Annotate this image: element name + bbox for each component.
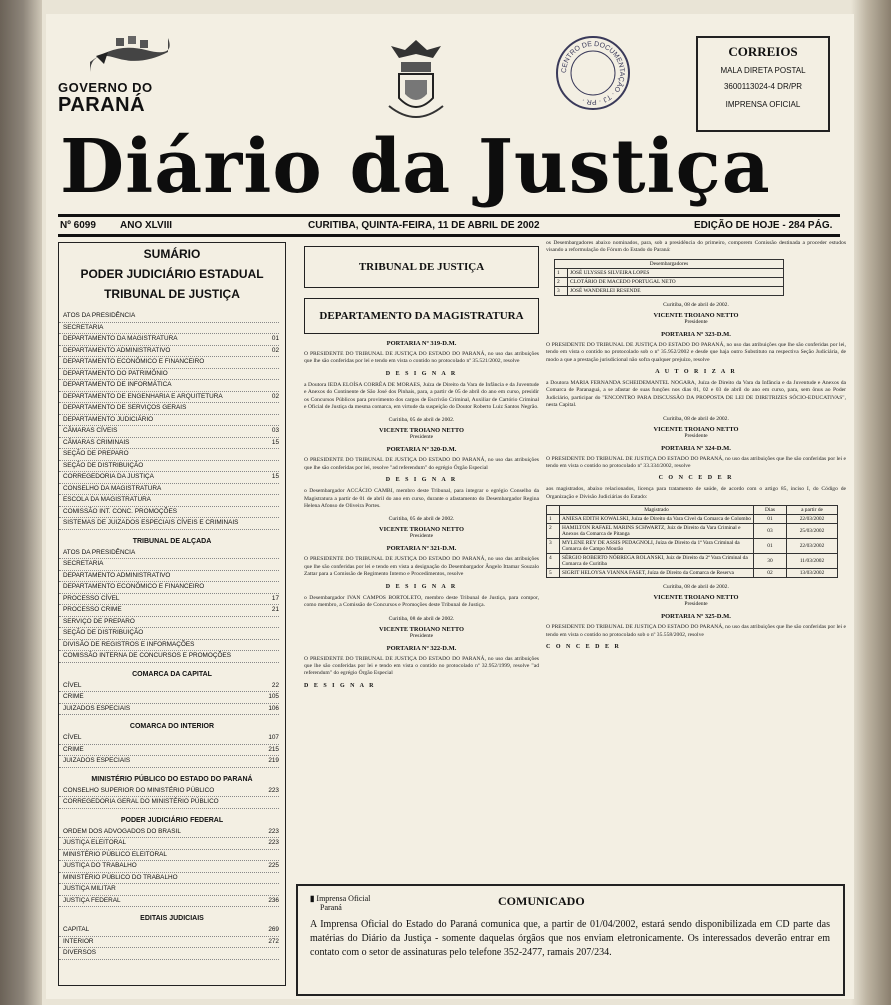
summary-item-page: 02 [271,392,279,400]
dias-cell: 03 [754,524,787,539]
data-cell: 22/03/2002 [787,515,838,524]
portaria-325-text: O PRESIDENTE DO TRIBUNAL DE JUSTIÇA DO ESTADO DO PARANÁ, no uso das atribuições que lhe são conferidas por lei e tendo em vista o contido no protocolado sob o nº 35.558/2002, resolve [546,624,846,638]
signature-name-2: VICENTE TROIANO NETTO [379,526,464,534]
summary-item [59,692,279,704]
dias-cell: 01 [754,539,787,554]
summary-item [59,415,279,427]
summary-item [59,628,279,640]
coat-of-arms-icon [381,36,451,126]
summary-item-page: 236 [268,896,279,904]
summary-item [59,392,279,404]
summary-item [59,756,279,768]
right-column [546,240,846,655]
summary-item [59,896,279,908]
summary-item-label: PROCESSO CRIME [63,606,122,613]
summary-item [59,369,279,381]
signature-role-r3: Presidente [684,601,708,608]
comunicado-body: A Imprensa Oficial do Estado do Paraná comunica que, a partir de 01/04/2002, estará sendo disponibilizada em CD parte das matérias do Diário da Justiça - somente daquelas órgãos que nos enviam eletronicamente. Os interessados deverão entrar em contato com o setor de assinaturas pelo telefone 352-2477, ramais 207/234. [310,919,830,958]
signature-role-r1: Presidente [684,318,708,325]
summary-item-label: COMISSÃO INT. CONC. PROMOÇÕES [63,507,177,515]
summary-item-label: DEPARTAMENTO DA MAGISTRATURA [63,335,178,342]
summary-item-label: CRIME [63,693,84,700]
commission-rows [555,268,784,295]
summary-item [59,827,279,839]
correios-title: CORREIOS [728,44,798,59]
summary-item-page: 219 [268,757,279,764]
summary-heading-tj: TRIBUNAL DE JUSTIÇA [104,287,240,301]
licencas-header-num [547,506,560,515]
portaria-319-body: a Doutora IEDA ELOÍSA CORRÊA DE MORAES, Juíza de Direito da Vara de Infância e da Juventude e Anexos do Continente de São José dos Pinhais, para, a partir de 05 de abril do ano em curso, presidir os Concursos Públicos para provimento dos cargos de Escrivão Criminal, Auxiliar de Cartório Criminal e Oficial de Justiça da mesma comarca, em virtude da suspeição do Doutor Roberto Luiz Santos Negrão. [304,381,539,411]
summary-item [59,594,279,606]
summary-item-label: DEPARTAMENTO ADMINISTRATIVO [63,346,171,354]
summary-item [59,582,279,594]
summary-item-label: COMISSÃO INTERNA DE CONCURSOS E PROMOÇÕES [63,652,231,659]
summary-item [59,403,279,415]
summary-item-label: SECRETARIA [63,560,104,567]
summary-item-label: SEÇÃO DE DISTRIBUIÇÃO [63,629,144,636]
row-number: 5 [547,569,560,578]
portaria-320-title: PORTARIA Nº 320-D.M. [386,446,457,454]
summary-list-federal [59,827,285,908]
table-row [555,277,784,286]
signature-name-3: VICENTE TROIANO NETTO [379,625,464,633]
summary-item [59,651,279,663]
summary-list-tj [59,311,285,530]
edition-number: Nº 6099 [60,220,96,231]
signature-name-1: VICENTE TROIANO NETTO [379,427,464,435]
summary-item-page: 269 [268,926,279,933]
comunicado-box [296,884,845,996]
summary-item [59,640,279,652]
summary-list-interior [59,733,285,768]
member-name: JOSÉ ULYSSES SILVEIRA LOPES [568,268,784,277]
conceder-heading: C O N C E D E R [658,475,734,482]
portaria-322-text: O PRESIDENTE DO TRIBUNAL DE JUSTIÇA DO ESTADO DO PARANÁ, no uso das atribuições que lhe são conferidas por lei e tendo em vista o contido no protocolado nº 32.952/1999, resolve "ad referendum" do egrégio Órgão Especial [304,655,539,677]
summary-item-label: CRIME [63,745,84,753]
portaria-321-body: o Desembargador IVAN CAMPOS BORTOLETO, membro deste Tribunal de Justiça, para compor, como membro, a Comissão de Concursos e Promoções deste Tribunal de Justiça. [304,594,539,609]
imprensa-oficial-sub: Paraná [320,903,342,912]
data-cell: 13/03/2002 [787,569,838,578]
imprensa-oficial-icon: ▮ [310,894,315,903]
summary-item-label: DEPARTAMENTO JUDICIÁRIO [63,415,154,423]
summary-item-label: CAPITAL [63,926,90,933]
summary-item [59,884,279,896]
date-r2: Curitiba, 08 de abril de 2002. [663,415,729,422]
summary-item-label: CÍVEL [63,681,82,689]
summary-item-label: CÂMARAS CÍVEIS [63,427,118,434]
summary-item [59,571,279,583]
signature-name-r3: VICENTE TROIANO NETTO [653,594,739,602]
portaria-322-title: PORTARIA Nº 322-D.M. [386,644,457,652]
page-binding-shadow [0,0,42,1005]
summary-item-label: CORREGEDORIA GERAL DO MINISTÉRIO PÚBLICO [63,798,219,805]
summary-item-label: PROCESSO CÍVEL [63,594,120,602]
summary-item [59,704,279,716]
imprensa-oficial-logo [310,894,370,912]
commission-intro: os Desembargadores abaixo nominados, para, sob a presidência do primeiro, comporem Comissão destinada a proceder estudos visando a reformulação do Fórum do Estado do Paraná: [546,240,846,254]
portaria-324-title: PORTARIA Nº 324-D.M. [661,444,731,452]
magistrado-cell: SIGRIT HELOYSA VIANNA FASET, Juíza de Direito da Comarca de Reserva [560,569,754,578]
summary-list-mp [59,786,285,809]
summary-item-label: DEPARTAMENTO DE ENGENHARIA E ARQUITETURA [63,392,223,400]
portaria-321-title: PORTARIA Nº 321-D.M. [386,545,457,553]
summary-heading-interior: COMARCA DO INTERIOR [129,723,215,730]
date-1: Curitiba, 05 de abril de 2002. [388,417,455,424]
table-row [555,286,784,295]
summary-item-page: 03 [271,427,279,434]
summary-list-capital [59,681,285,716]
page-edge [851,0,891,1005]
summary-box [58,242,286,986]
summary-item-page: 105 [268,693,279,700]
portaria-320-text: O PRESIDENTE DO TRIBUNAL DE JUSTIÇA DO ESTADO DO PARANÁ, no uso das atribuições que lhe são conferidas por lei, resolve "ad referendum" do egrégio Órgão Especial [304,457,539,471]
designar-heading: D E S I G N A R [385,370,458,377]
table-row [547,515,838,524]
commission-table-header: Desembargadores [555,259,784,268]
summary-item [59,334,279,346]
summary-item [59,346,279,358]
summary-title: SUMÁRIO [143,247,201,261]
summary-item-page: 106 [268,704,279,712]
edition-date: CURITIBA, QUINTA-FEIRA, 11 DE ABRIL DE 2002 [308,220,540,231]
summary-item-label: JUIZADOS ESPECIAIS [63,704,131,712]
magistrado-cell: SÉRGIO ROBERTO NÓBREGA ROLANSKI, Juiz de Direito da 2ª Vara Criminal da Comarca de Curitiba [560,554,754,569]
summary-item [59,948,279,960]
summary-item-label: JUSTIÇA ELEITORAL [63,839,127,846]
summary-item-label: MINISTÉRIO PÚBLICO DO TRABALHO [63,873,178,881]
summary-item-page: 223 [268,786,279,794]
masthead-title: Diário da Justiça [60,124,771,210]
date-r3: Curitiba, 08 de abril de 2002. [663,584,729,591]
table-row [547,554,838,569]
magistrado-cell: MYLENE REY DE ASSIS PEDAGNOLI, Juíza de Direito da 1ª Vara Criminal da Comarca de Campo Mourão [560,539,754,554]
summary-item-page: 223 [268,827,279,835]
designar-heading-3: D E S I G N A R [385,583,458,590]
stamp-text: CENTRO DE DOCUMENTAÇÃO · TJ · PR · [560,40,626,106]
summary-item-label: DIVERSOS [63,949,97,956]
summary-item-label: DEPARTAMENTO DO PATRIMÔNIO [63,369,168,377]
correios-line1: MALA DIRETA POSTAL [720,66,806,75]
dias-cell: 02 [754,569,787,578]
summary-item-label: SEÇÃO DE DISTRIBUIÇÃO [63,461,144,469]
row-number: 1 [555,268,568,277]
row-number: 1 [547,515,560,524]
masthead-rule-bottom [58,234,840,237]
table-row [547,539,838,554]
summary-item-label: DEPARTAMENTO ECONÔMICO E FINANCEIRO [63,358,205,365]
row-number: 3 [547,539,560,554]
summary-item-label: JUSTIÇA FEDERAL [63,896,121,904]
summary-item-label: CONSELHO DA MAGISTRATURA [63,484,162,492]
summary-item-label: JUIZADOS ESPECIAIS [63,757,131,764]
table-row [555,268,784,277]
table-row [547,524,838,539]
summary-item-label: CÂMARAS CRIMINAIS [63,438,130,446]
designar-heading-4: D E S I G N A R [304,682,376,689]
signature-role-r2: Presidente [684,432,708,439]
logo-text-governo: GOVERNO DO [58,80,153,95]
edition-year: ANO XLVIII [120,220,173,231]
middle-column [304,246,539,694]
documentation-stamp-icon [554,34,632,112]
summary-heading-federal: PODER JUDICIÁRIO FEDERAL [120,816,224,824]
licencas-header-magistrado: Magistrado [560,506,754,515]
row-number: 2 [555,277,568,286]
signature-name-r2: VICENTE TROIANO NETTO [653,425,739,433]
row-number: 3 [555,286,568,295]
date-3: Curitiba, 08 de abril de 2002. [388,615,455,622]
summary-heading-alcada: TRIBUNAL DE ALÇADA [132,537,212,545]
summary-item-page: 15 [271,438,279,446]
date-2: Curitiba, 05 de abril de 2002. [388,516,455,523]
summary-item-label: ESCOLA DA MAGISTRATURA [63,496,151,503]
summary-item [59,449,279,461]
summary-item [59,357,279,369]
summary-item-label: CONSELHO SUPERIOR DO MINISTÉRIO PÚBLICO [63,786,215,794]
summary-item-page: 107 [268,734,279,741]
summary-item [59,495,279,507]
summary-item [59,323,279,335]
summary-item-page: 215 [268,745,279,753]
summary-item [59,559,279,571]
signature-name-r1: VICENTE TROIANO NETTO [653,311,739,319]
summary-item-label: DEPARTAMENTO DE INFORMÁTICA [63,381,172,388]
summary-item-page: 272 [268,937,279,945]
summary-item [59,507,279,519]
summary-item-page: 15 [271,473,279,480]
portaria-323-body: a Doutora MARIA FERNANDA SCHEIDEMANTEL NOGARA, Juíza de Direito da Vara da Infância e da Juventude e Anexos da Comarca de Paranaguá, a se afastar de suas funções nos dias 01, 02 e 03 de abril do ano em curso, para, sem ônus ao Poder Judiciário, participar do "ENCONTRO PARA DISCUSSÃO DA PROPOSTA DE LEI DE DIRETRIZES SÓCIO-EDUCATIVAS", nesta Capital. [546,380,846,409]
summary-item-label: INTERIOR [63,937,94,945]
summary-item [59,617,279,629]
signature-role-2: Presidente [409,533,434,540]
summary-item [59,873,279,885]
magistrado-cell: HAMILTON RAFAEL MARINS SCHWARTZ, Juiz de Direito da Vara Criminal e Anexos da Comarca de Pitanga [560,524,754,539]
licencas-table [546,505,838,578]
data-cell: 22/03/2002 [787,539,838,554]
summary-item [59,861,279,873]
summary-item [59,311,279,323]
licencas-header-dias: Dias [754,506,787,515]
summary-item [59,937,279,949]
summary-item [59,484,279,496]
correios-line2: 3600113024-4 DR/PR [723,82,803,91]
summary-heading-editais: EDITAIS JUDICIAIS [140,915,204,922]
summary-item [59,797,279,809]
row-number: 4 [547,554,560,569]
dias-cell: 30 [754,554,787,569]
summary-heading-capital: COMARCA DA CAPITAL [132,670,212,678]
summary-item-label: JUSTIÇA DO TRABALHO [63,862,137,869]
summary-item-label: DEPARTAMENTO ECONÔMICO E FINANCEIRO [63,583,205,590]
summary-item-label: ATOS DA PRESIDÊNCIA [63,312,136,319]
designar-heading-2: D E S I G N A R [385,477,458,484]
summary-item [59,745,279,757]
table-row [547,569,838,578]
summary-item-label: DEPARTAMENTO DE SERVIÇOS GERAIS [63,404,187,411]
portaria-324-intro: aos magistrados, abaixo relacionados, licença para tratamento de saúde, de acordo com o artigo 85, inciso I, do Código de Organização e Divisão Judiciárias do Estado: [546,486,846,500]
summary-item-label: SEÇÃO DE PREPARO [63,450,129,457]
member-name: JOSÉ WANDERLEI RESENDE [568,286,784,295]
governo-parana-logo [58,32,178,122]
summary-item-page: 21 [271,606,279,613]
summary-item-label: JUSTIÇA MILITAR [63,885,116,892]
newspaper-page [46,14,854,999]
logo-text-parana: PARANÁ [58,94,146,116]
summary-item [59,838,279,850]
summary-item [59,380,279,392]
data-cell: 11/03/2002 [787,554,838,569]
summary-item [59,426,279,438]
summary-item-page: 22 [271,681,279,689]
masthead-rule-top [58,214,840,217]
summary-item-page: 17 [271,594,279,602]
summary-item [59,786,279,798]
summary-item-page: 225 [268,862,279,869]
row-number: 2 [547,524,560,539]
summary-item-label: CÍVEL [63,734,82,741]
summary-list-editais [59,925,285,960]
summary-heading-mp: MINISTÉRIO PÚBLICO DO ESTADO DO PARANÁ [91,775,253,783]
summary-item-label: SERVIÇO DE PREPARO [63,617,135,625]
summary-item-label: DIVISÃO DE REGISTROS E INFORMAÇÕES [63,640,195,648]
autorizar-heading: A U T O R I Z A R [655,369,737,376]
summary-item-label: CORREGEDORIA DA JUSTIÇA [63,473,154,480]
portaria-320-body: o Desembargador ACCÁCIO CAMBI, membro deste Tribunal, para integrar o egrégio Conselho da Magistratura a partir de 01 de abril do ano em curso, durante o afastamento do Desembargador Regina Helena Afonso de Oliveira Portes. [304,488,539,510]
portaria-323-title: PORTARIA Nº 323-D.M. [661,330,731,338]
portaria-324-text: O PRESIDENTE DO TRIBUNAL DE JUSTIÇA DO ESTADO DO PARANÁ, no uso das atribuições que lhe são conferidas por lei e tendo em vista o contido no protocolado nº 33.334/2002, resolve [546,455,846,470]
correios-box [696,36,830,132]
summary-item-label: ORDEM DOS ADVOGADOS DO BRASIL [63,827,181,835]
summary-item [59,925,279,937]
summary-item-label: MINISTÉRIO PÚBLICO ELEITORAL [63,850,167,858]
date-r1: Curitiba, 08 de abril de 2002. [663,301,729,308]
dias-cell: 01 [754,515,787,524]
summary-item-page: 223 [268,839,279,846]
summary-item-label: SISTEMAS DE JUIZADOS ESPECIAIS CÍVEIS E CRIMINAIS [63,519,239,526]
summary-item [59,548,279,560]
licencas-header-data: a partir de [787,506,838,515]
summary-item [59,605,279,617]
summary-item [59,438,279,450]
portaria-325-title: PORTARIA Nº 325-D.M. [661,613,731,621]
magistrado-cell: ANIESA EDITH KOWALSKI, Juíza de Direito da Vara Cível da Comarca de Colombo [560,515,754,524]
portaria-321-text: O PRESIDENTE DO TRIBUNAL DE JUSTIÇA DO ESTADO DO PARANÁ, no uso das atribuições que lhe são conferidas por lei e tendo em vista a designação do Desembargador Ângelo Ittamar Souzalo Zattar para a Comissão de Regimento Interno e Procedimentos, resolve [304,556,539,578]
portaria-319-title: PORTARIA Nº 319-D.M. [386,340,457,347]
summary-item [59,681,279,693]
summary-item-page: 02 [271,346,279,354]
licencas-rows [547,515,838,578]
summary-item-label: SECRETARIA [63,323,104,331]
imprensa-oficial-name: Imprensa Oficial [316,894,371,903]
summary-item [59,850,279,862]
tribunal-box: TRIBUNAL DE JUSTIÇA [304,246,539,288]
conceder-heading-2: C O N C E D E R [546,644,621,651]
dept-magistratura-box: DEPARTAMENTO DA MAGISTRATURA [304,298,539,334]
signature-role-1: Presidente [409,434,434,441]
edition-pages: EDIÇÃO DE HOJE - 284 PÁG. [694,220,833,231]
signature-role-3: Presidente [409,632,434,639]
summary-item-page: 01 [271,335,279,342]
summary-item-label: ATOS DA PRESIDÊNCIA [63,548,136,556]
comunicado-title: COMUNICADO [498,894,585,908]
portaria-323-text: O PRESIDENTE DO TRIBUNAL DE JUSTIÇA DO ESTADO DO PARANÁ, no uso das atribuições que lhe são conferidas por lei, tendo em vista o contido no protocolado sob o nº 35.952/2002 e desde que haja outro Substituto na respectiva Seção Judiciária, de modo a que a prestação jurisdicional não sofra qualquer prejuízo, resolve [546,341,846,363]
correios-line3: IMPRENSA OFICIAL [725,100,801,109]
summary-item [59,461,279,473]
data-cell: 25/03/2002 [787,524,838,539]
flag-logo-icon [86,32,170,76]
member-name: CLOTÁRIO DE MACEDO PORTUGAL NETO [568,277,784,286]
summary-item-label: DEPARTAMENTO ADMINISTRATIVO [63,571,171,579]
summary-list-alcada [59,548,285,663]
portaria-319-text: O PRESIDENTE DO TRIBUNAL DE JUSTIÇA DO ESTADO DO PARANÁ, no uso das atribuições que lhe são conferidas por lei e tendo em vista o contido no protocolado nº 35.521/2002, resolve [304,351,539,365]
summary-heading-poder: PODER JUDICIÁRIO ESTADUAL [80,267,264,281]
summary-item [59,733,279,745]
summary-item [59,472,279,484]
summary-item [59,518,279,530]
commission-table [554,259,784,296]
